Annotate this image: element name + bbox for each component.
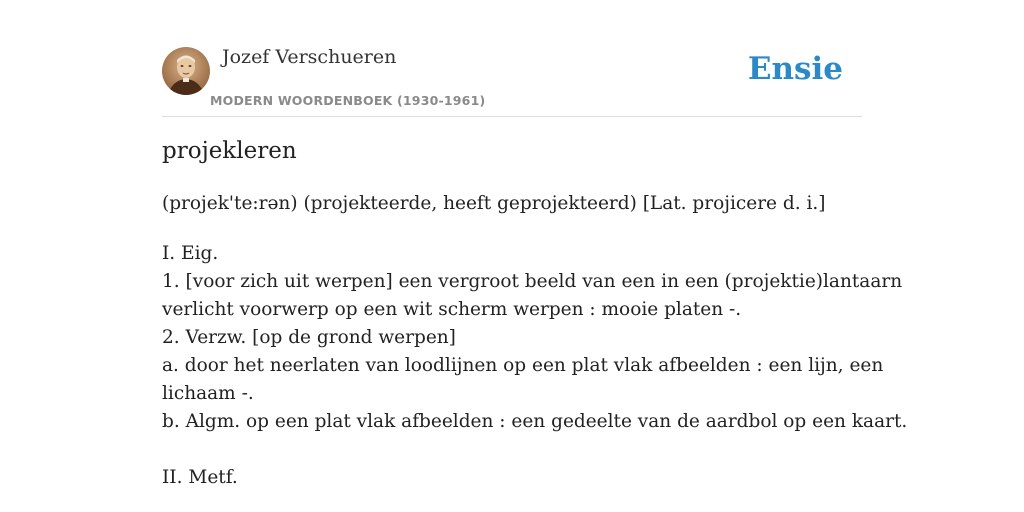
definition-line: lichaam -. bbox=[162, 383, 254, 404]
definition-line: 2. Verzw. [op de grond werpen] bbox=[162, 327, 456, 348]
definition-line: II. Metf. bbox=[162, 467, 238, 488]
definition-spacer bbox=[162, 436, 862, 464]
author-portrait-icon bbox=[162, 47, 210, 95]
page-header bbox=[162, 44, 862, 117]
ensie-logo[interactable]: Ensie bbox=[747, 51, 843, 87]
source-dictionary-label[interactable]: MODERN WOORDENBOEK (1930-1961) bbox=[210, 93, 486, 108]
definition-line: 1. [voor zich uit werpen] een vergroot beeld van een in een (projektie)lantaarn bbox=[162, 271, 903, 292]
entry-definition bbox=[162, 240, 908, 492]
author-avatar[interactable] bbox=[162, 47, 210, 95]
definition-line: a. door het neerlaten van loodlijnen op een plat vlak afbeelden : een lijn, een bbox=[162, 355, 884, 376]
author-name[interactable]: Jozef Verschueren bbox=[222, 46, 397, 68]
definition-line: verlicht voorwerp op een wit scherm werpen : mooie platen -. bbox=[162, 299, 742, 320]
entry-pronunciation: (projek'te:rən) (projekteerde, heeft geprojekteerd) [Lat. projicere d. i.] bbox=[162, 193, 826, 214]
definition-line: b. Algm. op een plat vlak afbeelden : een gedeelte van de aardbol op een kaart. bbox=[162, 411, 908, 432]
definition-line: I. Eig. bbox=[162, 243, 219, 264]
entry-term: projekleren bbox=[162, 138, 297, 164]
